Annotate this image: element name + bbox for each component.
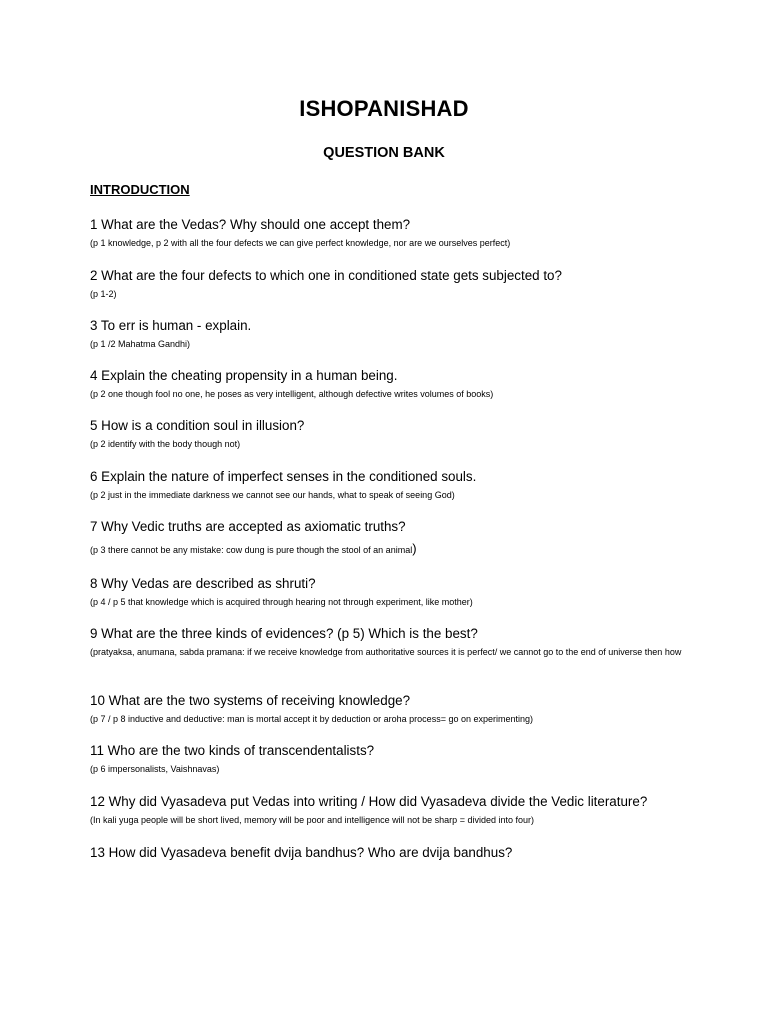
document-subtitle: QUESTION BANK <box>323 145 445 161</box>
question-11: 11 Who are the two kinds of transcendentalists? <box>90 743 375 758</box>
answer-9: (pratyaksa, anumana, sabda pramana: if we receive knowledge from authoritative sources it is perfect/ we cannot go to the end of universe then how <box>90 647 682 657</box>
answer-5: (p 2 identify with the body though not) <box>90 439 241 449</box>
question-5: 5 How is a condition soul in illusion? <box>90 418 305 433</box>
answer-4: (p 2 one though fool no one, he poses as very intelligent, although defective writes volumes of books) <box>90 389 494 399</box>
answer-3: (p 1 /2 Mahatma Gandhi) <box>90 339 191 349</box>
answer-12: (In kali yuga people will be short lived, memory will be poor and intelligence will not be sharp = divided into four) <box>90 815 534 825</box>
answer-2: (p 1-2) <box>90 289 117 299</box>
question-8: 8 Why Vedas are described as shruti? <box>90 576 316 591</box>
answer-7 <box>90 541 690 558</box>
answer-10: (p 7 / p 8 inductive and deductive: man is mortal accept it by deduction or aroha process= go on experimenting) <box>90 714 533 724</box>
document-title: ISHOPANISHAD <box>299 96 469 121</box>
answer-7-close: ) <box>412 541 417 556</box>
answer-8: (p 4 / p 5 that knowledge which is acquired through hearing not through experiment, like mother) <box>90 597 473 607</box>
answer-6: (p 2 just in the immediate darkness we cannot see our hands, what to speak of seeing God) <box>90 490 455 500</box>
question-4: 4 Explain the cheating propensity in a human being. <box>90 368 398 383</box>
question-1: 1 What are the Vedas? Why should one accept them? <box>90 217 411 232</box>
answer-1: (p 1 knowledge, p 2 with all the four defects we can give perfect knowledge, nor are we ourselves perfect) <box>90 238 511 248</box>
question-3: 3 To err is human - explain. <box>90 318 252 333</box>
question-6: 6 Explain the nature of imperfect senses in the conditioned souls. <box>90 469 477 484</box>
question-7: 7 Why Vedic truths are accepted as axiomatic truths? <box>90 519 406 534</box>
question-9: 9 What are the three kinds of evidences? (p 5) Which is the best? <box>90 626 478 641</box>
question-12: 12 Why did Vyasadeva put Vedas into writing / How did Vyasadeva divide the Vedic literature? <box>90 794 648 809</box>
section-heading: INTRODUCTION <box>90 182 190 197</box>
question-2: 2 What are the four defects to which one in conditioned state gets subjected to? <box>90 268 562 283</box>
question-13: 13 How did Vyasadeva benefit dvija bandhus? Who are dvija bandhus? <box>90 845 513 860</box>
answer-11: (p 6 impersonalists, Vaishnavas) <box>90 764 220 774</box>
answer-7-text: (p 3 there cannot be any mistake: cow dung is pure though the stool of an animal <box>90 545 413 555</box>
question-10: 10 What are the two systems of receiving knowledge? <box>90 693 411 708</box>
